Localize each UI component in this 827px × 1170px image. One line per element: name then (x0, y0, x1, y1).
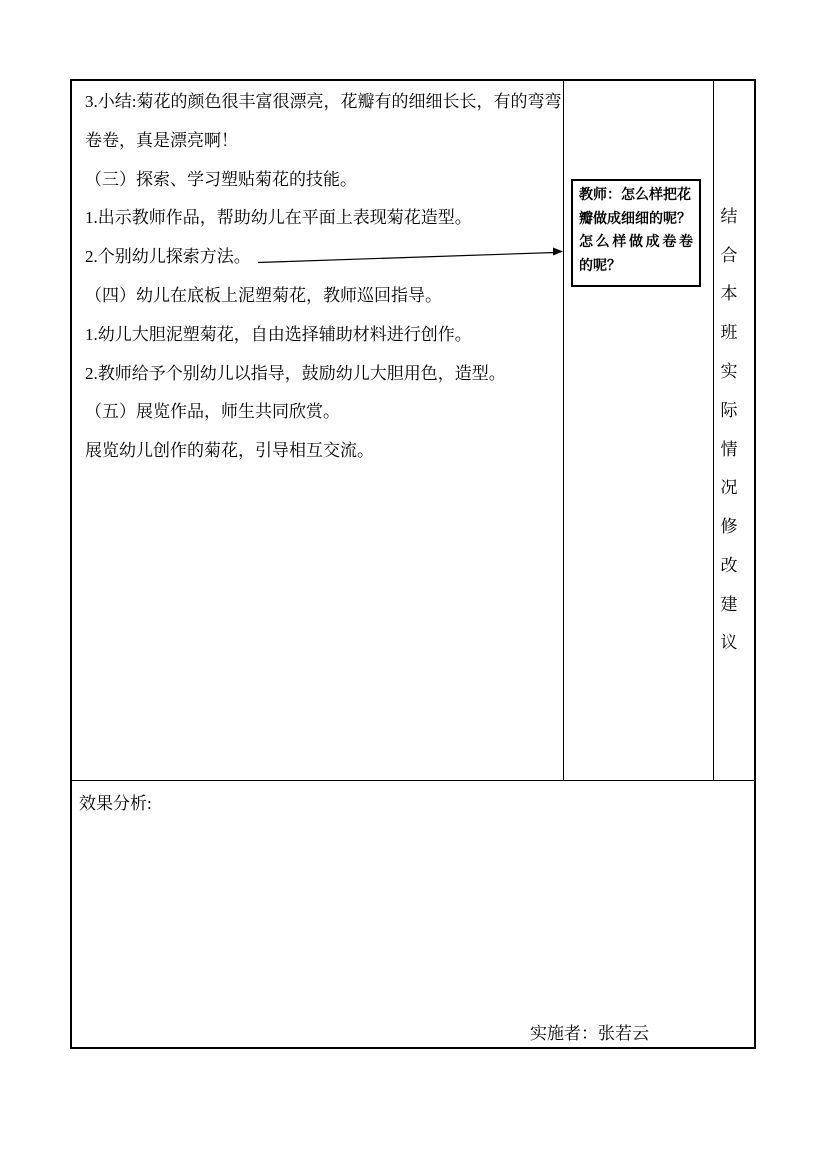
lesson-step-line: （四）幼儿在底板上泥塑菊花，教师巡回指导。 (85, 285, 442, 305)
lesson-step-line: 3.小结:菊花的颜色很丰富很漂亮，花瓣有的细细长长，有的弯弯 (85, 92, 562, 111)
revision-suggestion-char: 建 (720, 594, 738, 614)
lesson-step-line: （五）展览作品，师生共同欣赏。 (85, 402, 340, 422)
revision-suggestion-char: 本 (720, 284, 738, 304)
revision-suggestion-char: 合 (720, 245, 738, 265)
lesson-step-line: 2.教师给予个别幼儿以指导，鼓励幼儿大胆用色，造型。 (85, 363, 506, 383)
lesson-step-line: 展览幼儿创作的菊花，引导相互交流。 (85, 441, 374, 461)
lesson-step-line: （三）探索、学习塑贴菊花的技能。 (85, 169, 357, 189)
implementer-label: 实施者：张若云 (530, 1024, 649, 1043)
lesson-step-line: 卷卷，真是漂亮啊！ (85, 130, 238, 150)
lesson-step-line: 1.幼儿大胆泥塑菊花，自由选择辅助材料进行创作。 (85, 324, 472, 344)
effect-analysis-cell (72, 781, 754, 1047)
teacher-question-box (571, 179, 701, 287)
teacher-question-line: 怎么样做成卷卷 (579, 235, 693, 250)
teacher-question-line: 教师：怎么样把花 (579, 188, 691, 203)
teacher-note-cell (564, 81, 714, 781)
effect-analysis-label: 效果分析: (79, 794, 152, 813)
lesson-plan-table (70, 79, 756, 1049)
revision-suggestion-char: 际 (720, 400, 738, 420)
revision-suggestion-char: 实 (720, 361, 738, 381)
revision-suggestion-char: 结 (720, 206, 738, 226)
teacher-question-line: 的呢？ (579, 258, 621, 274)
revision-suggestion-char: 情 (720, 439, 738, 459)
revision-suggestion-char: 改 (720, 555, 738, 575)
revision-suggestion-char: 况 (720, 478, 738, 498)
lesson-steps-cell (72, 81, 564, 781)
revision-suggestion-cell (714, 81, 754, 781)
revision-suggestion-char: 修 (720, 517, 738, 537)
lesson-step-line: 2.个别幼儿探索方法。 (85, 247, 251, 267)
revision-suggestion-char: 议 (720, 633, 738, 653)
revision-suggestion-char: 班 (720, 323, 738, 343)
teacher-question-line: 瓣做成细细的呢？ (579, 211, 691, 227)
lesson-step-line: 1.出示教师作品，帮助幼儿在平面上表现菊花造型。 (85, 208, 472, 228)
